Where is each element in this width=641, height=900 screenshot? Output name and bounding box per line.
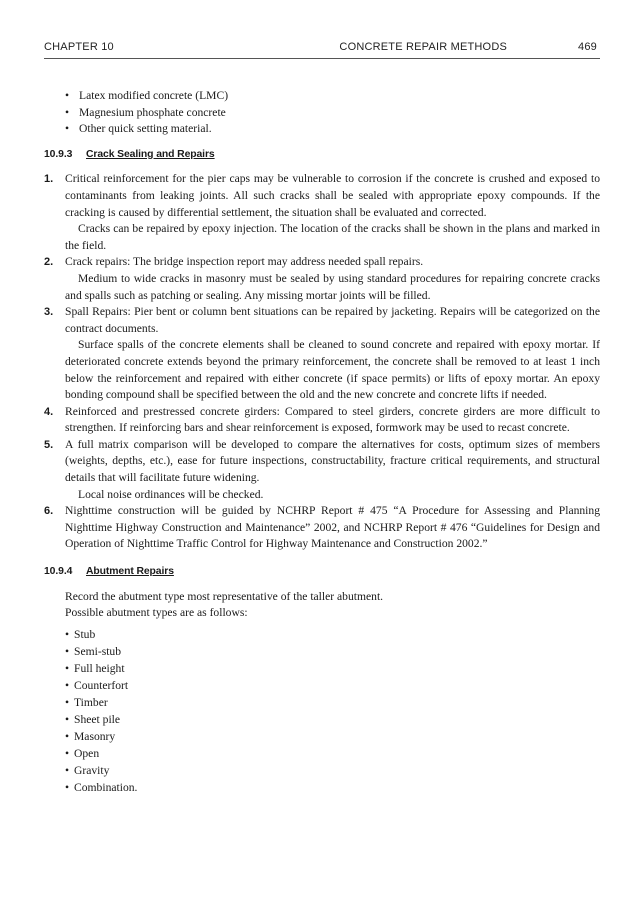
list-item: • Combination. — [65, 780, 138, 794]
running-header — [44, 41, 599, 57]
item-paragraph: Nighttime construction will be guided by NCHRP Report # 475 “A Procedure for Assessing and Planning Nighttime Highway Construction and Maintenance” 2002, and NCHRP Report # 476 “Guidelines for Design and Operation of Nighttime Traffic Control for Highway Maintenance and Construction 2002.” — [65, 504, 600, 551]
numbered-item — [44, 404, 600, 437]
page-body — [44, 88, 600, 796]
abutment-section — [44, 589, 600, 796]
list-item: • Stub — [65, 627, 96, 641]
item-paragraph: Medium to wide cracks in masonry must be sealed by using standard procedures for repairing concrete cracks and spalls such as patching or sealing. Any missing mortar joints will be filled. — [65, 271, 600, 302]
item-paragraph: Reinforced and prestressed concrete girders: Compared to steel girders, concrete girders are more difficult to strengthen. If reinforcing bars and shear reinforcement is exposed, formwork may be used to recast concrete. — [65, 404, 600, 435]
header-rule — [44, 58, 600, 59]
section-title: Crack Sealing and Repairs — [86, 148, 215, 160]
list-item: • Magnesium phosphate concrete — [65, 105, 600, 122]
list-item: • Counterfort — [65, 678, 129, 692]
bullet-icon: • — [65, 763, 70, 777]
list-item: • Gravity — [65, 763, 110, 777]
list-item: • Full height — [65, 661, 125, 675]
item-paragraph: Spall Repairs: Pier bent or column bent situations can be repaired by jacketing. Repairs will be categorized on the contract documents. — [65, 305, 600, 335]
section-heading — [44, 564, 600, 581]
section-number: 10.9.4 — [44, 566, 73, 578]
bullet-icon: • — [65, 746, 70, 760]
bullet-icon: • — [65, 780, 70, 794]
list-item: • Timber — [65, 695, 108, 709]
bullet-icon: • — [65, 89, 70, 102]
chapter-title: CONCRETE REPAIR METHODS — [339, 41, 507, 53]
item-paragraph: Critical reinforcement for the pier caps may be vulnerable to corrosion if the concrete is crushed and exposed to contaminants from leaking joints. All such cracks shall be sealed with appropriate epoxy compounds. If the cracking is caused by differential settlement, the situation shall be evaluated and corrected. — [65, 172, 600, 219]
bullet-icon: • — [65, 695, 70, 709]
list-item: • Other quick setting material. — [65, 121, 600, 138]
list-item: • Sheet pile — [65, 712, 121, 726]
item-number: 6. — [44, 505, 54, 518]
item-paragraph: Crack repairs: The bridge inspection report may address needed spall repairs. — [65, 255, 424, 269]
list-item: • Semi-stub — [65, 644, 122, 658]
item-number: 5. — [44, 438, 54, 451]
chapter-label: CHAPTER 10 — [44, 41, 114, 53]
bullet-icon: • — [65, 712, 70, 726]
item-number: 3. — [44, 306, 54, 319]
bullet-icon: • — [65, 729, 70, 743]
section-heading — [44, 147, 600, 164]
bullet-icon: • — [65, 105, 70, 119]
list-item: • Masonry — [65, 729, 116, 743]
list-item: • Open — [65, 746, 100, 760]
list-item: • Latex modified concrete (LMC) — [65, 88, 600, 105]
bullet-icon: • — [65, 644, 70, 658]
item-paragraph: Surface spalls of the concrete elements shall be cleaned to sound concrete and repaired with epoxy mortar. If deteriorated concrete extends beyond the primary reinforcement, the concrete shall be removed to at least 1 inch below the reinforcement and repaired with either concrete (if space permits) or lifts of epoxy mortar. An epoxy bonding compound shall be specified between the old and the new concrete and concrete lifts if needed. — [65, 338, 600, 402]
numbered-item — [44, 503, 600, 553]
bullet-icon: • — [65, 678, 70, 692]
item-paragraph: A full matrix comparison will be developed to compare the alternatives for costs, optimum sizes of members (weights, depths, etc.), ease for future inspections, constructability, fracture critical requirements, and structural details that will facilitate future widening. — [65, 437, 600, 485]
item-paragraph: Cracks can be repaired by epoxy injection. The location of the cracks shall be shown in the plans and marked in the field. — [65, 222, 600, 252]
item-paragraph: Local noise ordinances will be checked. — [78, 487, 264, 501]
abutment-type-list — [65, 626, 600, 796]
numbered-item — [44, 304, 600, 404]
numbered-item — [44, 254, 600, 304]
section-number: 10.9.3 — [44, 148, 73, 160]
bullet-icon: • — [65, 627, 70, 641]
item-number: 2. — [44, 256, 54, 269]
abutment-intro: Record the abutment type most representative of the taller abutment. — [65, 589, 384, 603]
numbered-item — [44, 171, 600, 254]
abutment-intro: Possible abutment types are as follows: — [65, 606, 248, 620]
numbered-item — [44, 437, 600, 503]
material-list — [65, 88, 600, 138]
page-number: 469 — [578, 41, 597, 53]
bullet-icon: • — [65, 122, 70, 136]
section-title: Abutment Repairs — [86, 566, 174, 578]
item-number: 4. — [44, 405, 54, 418]
item-number: 1. — [44, 173, 54, 186]
bullet-icon: • — [65, 661, 70, 675]
